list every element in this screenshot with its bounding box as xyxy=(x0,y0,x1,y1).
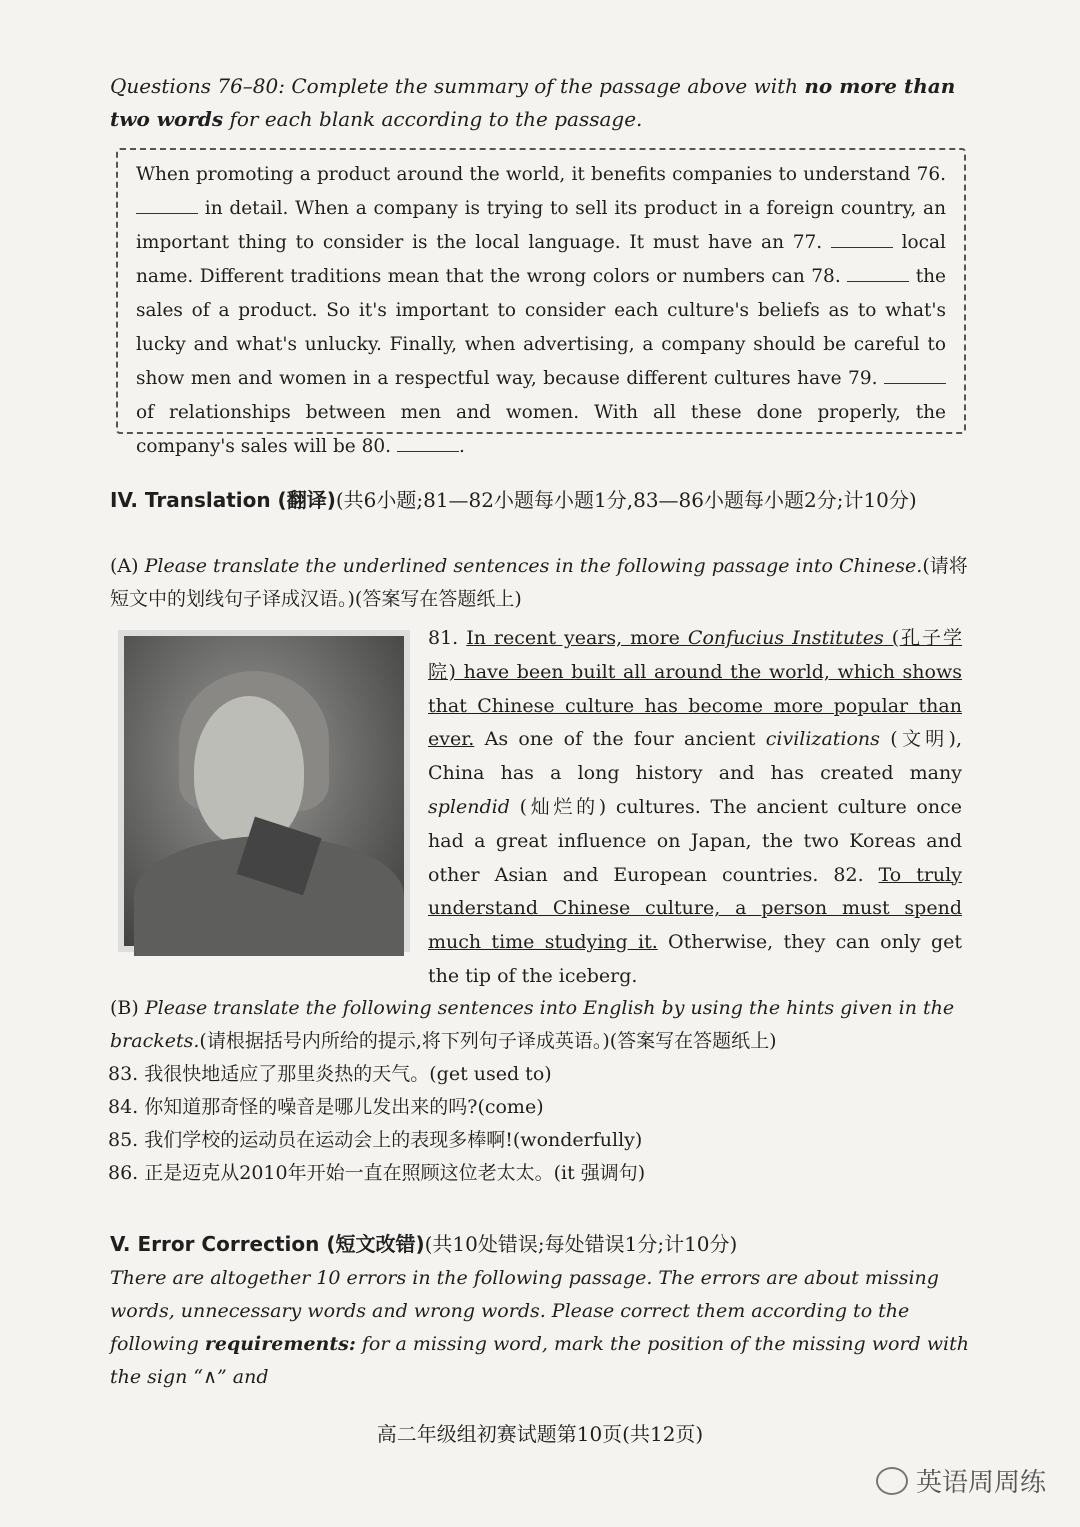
summary-box: When promoting a product around the world, it benefits companies to understand 76. in detail. When a company is trying to sell its product in a foreign country, an important thing to consider is the local language. It must have an 77. local name. Different traditions mean that the wrong colors or numbers can 78. the sales of a product. So it's important to consider each culture's beliefs as to what's lucky and what's unlucky. Finally, when advertising, a company should be careful to show men and women in a respectful way, because different cultures have 79. of relationships between men and women. With all these done properly, the company's sales will be 80. . xyxy=(116,148,966,434)
instr-emphasis: no more than two words xyxy=(110,74,956,131)
q81-sentence: In recent years, more Confucius Institutes (孔子学院) have been built all around the world, which shows that Chinese culture has become more popular than ever. xyxy=(428,627,962,751)
wechat-icon xyxy=(876,1467,908,1495)
blank-80 xyxy=(397,431,459,452)
section-title: IV. Translation (翻译) xyxy=(110,488,336,512)
question-85: 85. 我们学校的运动员在运动会上的表现多棒啊!(wonderfully) xyxy=(108,1129,643,1151)
section-4-header: IV. Translation (翻译)(共6小题;81—82小题每小题1分,83—86小题每小题2分;计10分) xyxy=(110,488,917,512)
blank-76 xyxy=(136,193,198,214)
blank-79 xyxy=(884,363,946,384)
q82-sentence: To truly understand Chinese culture, a person must spend much time studying it. xyxy=(428,863,962,954)
translation-questions xyxy=(108,1058,968,1190)
blank-78 xyxy=(847,261,909,282)
translation-passage: 81. In recent years, more Confucius Institutes (孔子学院) have been built all around the world, which shows that Chinese culture has become more popular than ever. As one of the four ancient civilizations (文明), China has a long history and has created many splendid (灿烂的) cultures. The ancient culture once had a great influence on Japan, the two Koreas and other Asian and European countries. 82. To truly understand Chinese culture, a person must spend much time studying it. Otherwise, they can only get the tip of the iceberg. xyxy=(428,627,962,987)
blank-77 xyxy=(831,227,893,248)
page-footer: 高二年级组初赛试题第10页(共12页) xyxy=(376,1422,704,1446)
section-a-instructions: (A) Please translate the underlined sentences in the following passage into Chinese.(请将短文中的划线句子译成汉语。)(答案写在答题纸上) xyxy=(110,555,968,610)
photo-girl-paper-cutting xyxy=(118,630,410,952)
section-title: V. Error Correction (短文改错) xyxy=(110,1232,425,1256)
question-84: 84. 你知道那奇怪的噪音是哪儿发出来的吗?(come) xyxy=(108,1096,544,1118)
section-b-instructions: (B) Please translate the following sentences into English by using the hints given in the brackets.(请根据括号内所给的提示,将下列句子译成英语。)(答案写在答题纸上) xyxy=(110,997,955,1052)
section-5-instructions: There are altogether 10 errors in the following passage. The errors are about missing words, unnecessary words and wrong words. Please correct them according to the following requirements: for a missing word, mark the position of the missing word with the sign “∧” and xyxy=(110,1267,969,1388)
question-83: 83. 我很快地适应了那里炎热的天气。(get used to) xyxy=(108,1063,552,1085)
section-5-header: V. Error Correction (短文改错)(共10处错误;每处错误1分;计10分) xyxy=(110,1232,738,1256)
summary-instructions: Questions 76–80: Complete the summary of the passage above with no more than two words for each blank according to the passage. xyxy=(110,74,956,131)
watermark: 英语周周练 xyxy=(876,1462,1046,1499)
question-86: 86. 正是迈克从2010年开始一直在照顾这位老太太。(it 强调句) xyxy=(108,1162,646,1184)
